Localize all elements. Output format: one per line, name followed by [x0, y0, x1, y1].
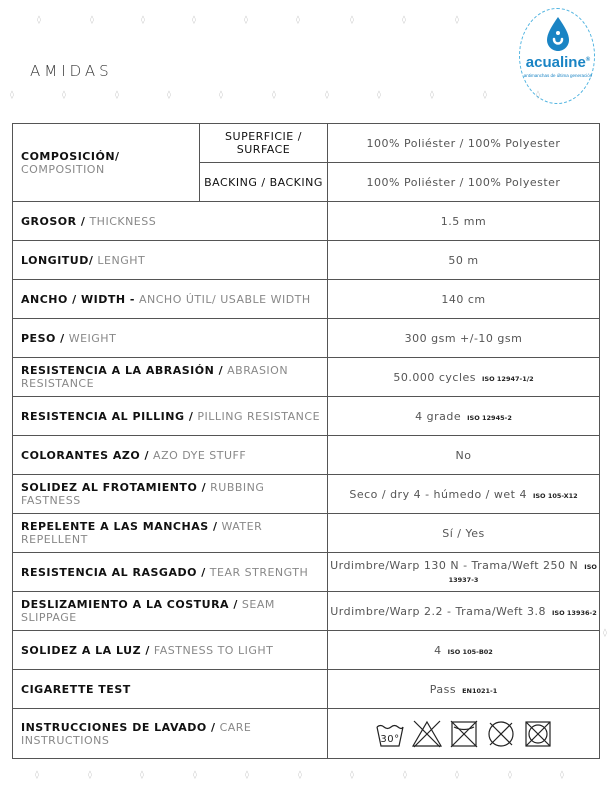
- acualine-logo: [519, 8, 595, 104]
- upper-dot-row: ◊ ◊ ◊ ◊ ◊ ◊ ◊ ◊ ◊ ◊ ◊: [10, 90, 540, 99]
- table-row: GROSOR / THICKNESS 1.5 mm: [13, 202, 600, 241]
- table-row: SOLIDEZ A LA LUZ / FASTNESS TO LIGHT 4 ISO 105-B02: [13, 631, 600, 670]
- table-row: DESLIZAMIENTO A LA COSTURA / SEAM SLIPPAGE Urdimbre/Warp 2.2 - Trama/Weft 3.8 ISO 13936-2: [13, 592, 600, 631]
- logo-wordmark: acualine®: [525, 54, 591, 71]
- composition-label: COMPOSICIÓN/ COMPOSITION: [13, 124, 200, 202]
- table-row: REPELENTE A LAS MANCHAS / WATER REPELLENT Sí / Yes: [13, 514, 600, 553]
- no-dry-clean-icon: [523, 719, 553, 749]
- table-row: SOLIDEZ AL FROTAMIENTO / RUBBING FASTNESS Seco / dry 4 - húmedo / wet 4 ISO 105-X12: [13, 475, 600, 514]
- table-row: PESO / WEIGHT 300 gsm +/-10 gsm: [13, 319, 600, 358]
- table-row: RESISTENCIA AL RASGADO / TEAR STRENGTH Urdimbre/Warp 130 N - Trama/Weft 250 N ISO 13937-3: [13, 553, 600, 592]
- surface-label: SUPERFICIE / SURFACE: [200, 124, 328, 163]
- table-row: COLORANTES AZO / AZO DYE STUFF No: [13, 436, 600, 475]
- side-dot: ◊: [603, 628, 607, 637]
- composition-surface-row: [13, 124, 600, 163]
- care-row: [13, 709, 600, 759]
- brand-name: AMIDAS: [30, 62, 113, 80]
- no-iron-icon: [485, 719, 517, 749]
- spec-table: [12, 123, 600, 759]
- top-dot-row: ◊ ◊ ◊ ◊ ◊ ◊ ◊ ◊ ◊: [37, 15, 459, 24]
- table-row: CIGARETTE TEST Pass EN1021-1: [13, 670, 600, 709]
- no-bleach-icon: [411, 719, 443, 749]
- table-row: RESISTENCIA AL PILLING / PILLING RESISTANCE 4 grade ISO 12945-2: [13, 397, 600, 436]
- table-row: ANCHO / WIDTH - ANCHO ÚTIL/ USABLE WIDTH 140 cm: [13, 280, 600, 319]
- logo-tagline: antimanchas de última generación: [523, 73, 593, 78]
- surface-value: 100% Poliéster / 100% Polyester: [328, 124, 600, 163]
- care-label: INSTRUCCIONES DE LAVADO / CARE INSTRUCTIONS: [13, 709, 328, 759]
- wash-30-icon: [375, 719, 405, 749]
- backing-value: 100% Poliéster / 100% Polyester: [328, 163, 600, 202]
- backing-label: BACKING / BACKING: [200, 163, 328, 202]
- table-row: LONGITUD/ LENGHT 50 m: [13, 241, 600, 280]
- care-icons: [328, 709, 600, 759]
- svg-text:30°: 30°: [379, 733, 400, 745]
- bottom-dot-row: ◊ ◊ ◊ ◊ ◊ ◊ ◊ ◊ ◊ ◊ ◊: [35, 770, 564, 779]
- no-tumble-dry-icon: [449, 719, 479, 749]
- table-row: RESISTENCIA A LA ABRASIÓN / ABRASION RESISTANCE 50.000 cycles ISO 12947-1/2: [13, 358, 600, 397]
